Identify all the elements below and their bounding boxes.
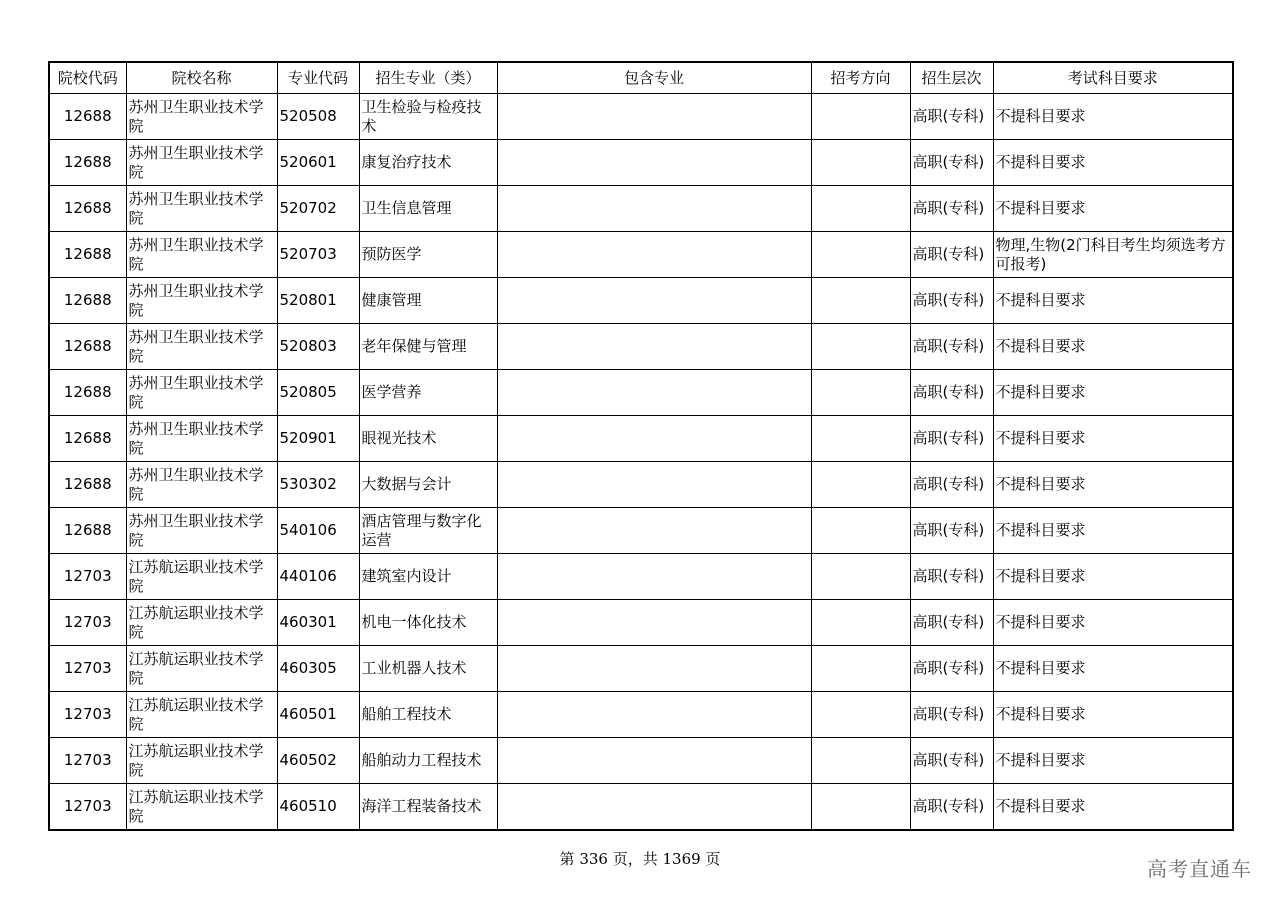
cell-major: 健康管理 [359, 278, 497, 324]
header-major-code: 专业代码 [277, 62, 359, 94]
cell-school-code: 12688 [49, 416, 126, 462]
cell-school-code: 12703 [49, 692, 126, 738]
cell-direction [811, 278, 910, 324]
table-body [49, 94, 1233, 831]
cell-requirement: 不提科目要求 [993, 94, 1233, 140]
cell-level: 高职(专科) [910, 508, 993, 554]
cell-school-name: 苏州卫生职业技术学院 [126, 462, 277, 508]
cell-school-name: 苏州卫生职业技术学院 [126, 416, 277, 462]
cell-school-name: 江苏航运职业技术学院 [126, 692, 277, 738]
cell-included-majors [497, 462, 811, 508]
cell-major-code: 460301 [277, 600, 359, 646]
cell-requirement: 不提科目要求 [993, 416, 1233, 462]
cell-included-majors [497, 692, 811, 738]
cell-major: 海洋工程装备技术 [359, 784, 497, 831]
cell-major: 机电一体化技术 [359, 600, 497, 646]
cell-included-majors [497, 508, 811, 554]
cell-requirement: 不提科目要求 [993, 278, 1233, 324]
cell-included-majors [497, 94, 811, 140]
cell-level: 高职(专科) [910, 140, 993, 186]
cell-school-code: 12688 [49, 278, 126, 324]
cell-included-majors [497, 278, 811, 324]
cell-major: 预防医学 [359, 232, 497, 278]
cell-direction [811, 508, 910, 554]
cell-major: 船舶动力工程技术 [359, 738, 497, 784]
table-row [49, 94, 1233, 140]
table-row [49, 784, 1233, 831]
cell-direction [811, 784, 910, 831]
cell-major-code: 520508 [277, 94, 359, 140]
cell-level: 高职(专科) [910, 554, 993, 600]
cell-major-code: 520901 [277, 416, 359, 462]
cell-direction [811, 94, 910, 140]
cell-major-code: 520803 [277, 324, 359, 370]
table-row [49, 186, 1233, 232]
cell-direction [811, 462, 910, 508]
cell-school-name: 苏州卫生职业技术学院 [126, 140, 277, 186]
table-row [49, 554, 1233, 600]
cell-major-code: 460502 [277, 738, 359, 784]
table-row [49, 462, 1233, 508]
cell-major-code: 460305 [277, 646, 359, 692]
table-row [49, 140, 1233, 186]
cell-school-name: 江苏航运职业技术学院 [126, 600, 277, 646]
cell-level: 高职(专科) [910, 232, 993, 278]
cell-included-majors [497, 140, 811, 186]
cell-level: 高职(专科) [910, 186, 993, 232]
cell-requirement: 物理,生物(2门科目考生均须选考方可报考) [993, 232, 1233, 278]
cell-major-code: 520703 [277, 232, 359, 278]
cell-major-code: 540106 [277, 508, 359, 554]
cell-school-name: 苏州卫生职业技术学院 [126, 94, 277, 140]
cell-included-majors [497, 416, 811, 462]
cell-level: 高职(专科) [910, 94, 993, 140]
cell-included-majors [497, 646, 811, 692]
cell-major-code: 460501 [277, 692, 359, 738]
cell-direction [811, 692, 910, 738]
cell-level: 高职(专科) [910, 646, 993, 692]
cell-school-code: 12703 [49, 554, 126, 600]
cell-major-code: 440106 [277, 554, 359, 600]
cell-major: 大数据与会计 [359, 462, 497, 508]
header-level: 招生层次 [910, 62, 993, 94]
cell-requirement: 不提科目要求 [993, 462, 1233, 508]
table-row [49, 646, 1233, 692]
cell-level: 高职(专科) [910, 462, 993, 508]
header-direction: 招考方向 [811, 62, 910, 94]
table-row [49, 600, 1233, 646]
cell-school-code: 12688 [49, 462, 126, 508]
cell-requirement: 不提科目要求 [993, 600, 1233, 646]
cell-requirement: 不提科目要求 [993, 646, 1233, 692]
table-row [49, 416, 1233, 462]
cell-direction [811, 140, 910, 186]
cell-requirement: 不提科目要求 [993, 692, 1233, 738]
cell-school-code: 12688 [49, 140, 126, 186]
cell-included-majors [497, 324, 811, 370]
cell-level: 高职(专科) [910, 278, 993, 324]
cell-school-name: 江苏航运职业技术学院 [126, 784, 277, 831]
table-row [49, 232, 1233, 278]
cell-school-name: 江苏航运职业技术学院 [126, 646, 277, 692]
cell-major-code: 520801 [277, 278, 359, 324]
cell-major-code: 520805 [277, 370, 359, 416]
cell-requirement: 不提科目要求 [993, 554, 1233, 600]
cell-level: 高职(专科) [910, 692, 993, 738]
cell-included-majors [497, 554, 811, 600]
cell-major: 康复治疗技术 [359, 140, 497, 186]
header-row [49, 62, 1233, 94]
cell-included-majors [497, 784, 811, 831]
table-row [49, 738, 1233, 784]
table-row [49, 508, 1233, 554]
table-row [49, 278, 1233, 324]
cell-requirement: 不提科目要求 [993, 784, 1233, 831]
header-school-code: 院校代码 [49, 62, 126, 94]
cell-school-code: 12688 [49, 370, 126, 416]
cell-major-code: 460510 [277, 784, 359, 831]
header-requirement: 考试科目要求 [993, 62, 1233, 94]
cell-requirement: 不提科目要求 [993, 370, 1233, 416]
cell-major-code: 520601 [277, 140, 359, 186]
cell-included-majors [497, 186, 811, 232]
cell-school-code: 12688 [49, 94, 126, 140]
cell-requirement: 不提科目要求 [993, 186, 1233, 232]
cell-level: 高职(专科) [910, 370, 993, 416]
cell-major: 医学营养 [359, 370, 497, 416]
cell-school-name: 苏州卫生职业技术学院 [126, 324, 277, 370]
cell-school-name: 苏州卫生职业技术学院 [126, 370, 277, 416]
cell-school-code: 12703 [49, 784, 126, 831]
cell-school-code: 12688 [49, 232, 126, 278]
cell-major: 老年保健与管理 [359, 324, 497, 370]
cell-direction [811, 324, 910, 370]
cell-school-code: 12703 [49, 646, 126, 692]
header-included-majors: 包含专业 [497, 62, 811, 94]
cell-school-code: 12703 [49, 738, 126, 784]
cell-direction [811, 416, 910, 462]
cell-school-name: 苏州卫生职业技术学院 [126, 278, 277, 324]
cell-level: 高职(专科) [910, 784, 993, 831]
cell-included-majors [497, 600, 811, 646]
cell-level: 高职(专科) [910, 416, 993, 462]
cell-included-majors [497, 370, 811, 416]
cell-direction [811, 370, 910, 416]
cell-school-name: 江苏航运职业技术学院 [126, 738, 277, 784]
cell-included-majors [497, 738, 811, 784]
cell-level: 高职(专科) [910, 600, 993, 646]
cell-school-name: 苏州卫生职业技术学院 [126, 186, 277, 232]
cell-included-majors [497, 232, 811, 278]
cell-school-code: 12688 [49, 324, 126, 370]
table-row [49, 370, 1233, 416]
cell-level: 高职(专科) [910, 324, 993, 370]
cell-direction [811, 232, 910, 278]
page-number: 第 336 页，共 1369 页 [559, 850, 721, 868]
table-row [49, 324, 1233, 370]
cell-requirement: 不提科目要求 [993, 140, 1233, 186]
cell-major-code: 520702 [277, 186, 359, 232]
cell-direction [811, 646, 910, 692]
admission-table [48, 61, 1234, 831]
cell-requirement: 不提科目要求 [993, 324, 1233, 370]
cell-requirement: 不提科目要求 [993, 508, 1233, 554]
cell-major-code: 530302 [277, 462, 359, 508]
cell-direction [811, 738, 910, 784]
cell-school-name: 江苏航运职业技术学院 [126, 554, 277, 600]
watermark: 高考直通车 [1147, 857, 1252, 881]
cell-major: 船舶工程技术 [359, 692, 497, 738]
cell-school-code: 12703 [49, 600, 126, 646]
cell-major: 卫生检验与检疫技术 [359, 94, 497, 140]
cell-major: 工业机器人技术 [359, 646, 497, 692]
cell-major: 酒店管理与数字化运营 [359, 508, 497, 554]
cell-direction [811, 554, 910, 600]
cell-requirement: 不提科目要求 [993, 738, 1233, 784]
header-school-name: 院校名称 [126, 62, 277, 94]
cell-school-name: 苏州卫生职业技术学院 [126, 232, 277, 278]
cell-major: 眼视光技术 [359, 416, 497, 462]
cell-school-code: 12688 [49, 186, 126, 232]
cell-school-name: 苏州卫生职业技术学院 [126, 508, 277, 554]
table-row [49, 692, 1233, 738]
cell-school-code: 12688 [49, 508, 126, 554]
cell-major: 卫生信息管理 [359, 186, 497, 232]
cell-direction [811, 186, 910, 232]
cell-major: 建筑室内设计 [359, 554, 497, 600]
cell-level: 高职(专科) [910, 738, 993, 784]
header-major: 招生专业（类） [359, 62, 497, 94]
cell-direction [811, 600, 910, 646]
